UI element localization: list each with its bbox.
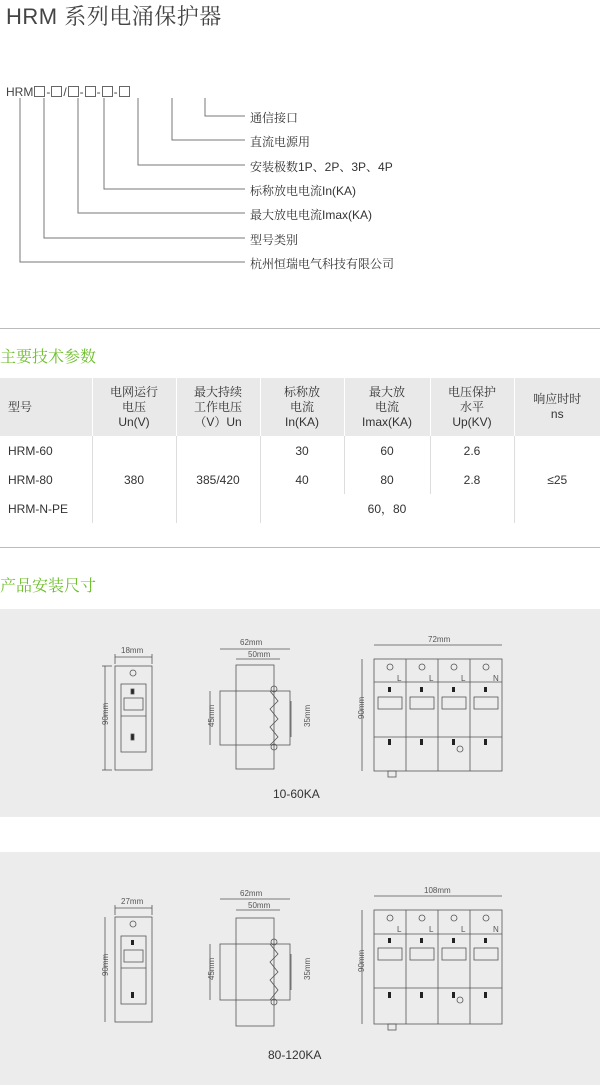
dim-side-w1: 62mm <box>240 889 263 898</box>
dim-side-h2: 35mm <box>303 957 312 980</box>
dim-width-four: 108mm <box>424 886 451 895</box>
cell-model: HRM-N-PE <box>0 494 92 523</box>
code-sep: / <box>63 85 67 99</box>
cell-ns: ≤25 <box>547 472 568 487</box>
dim-width-single: 27mm <box>121 897 144 906</box>
table-header-row <box>0 378 600 436</box>
header-imax: 最大放 电流 Imax(KA) <box>344 378 430 436</box>
cell-model: HRM-60 <box>0 436 92 465</box>
cell-in: 40 <box>260 465 344 494</box>
cell-uc: 385/420 <box>176 436 260 523</box>
header-ns: 响应时时 ns <box>514 378 600 436</box>
cell-up: 2.6 <box>430 436 514 465</box>
cell-up: 2.8 <box>430 465 514 494</box>
legend-item: 型号类别 <box>250 233 299 247</box>
diagram-caption-1: 10-60KA <box>273 787 320 801</box>
dim-side-h1: 45mm <box>207 704 216 727</box>
dimension-drawing-1 <box>0 609 600 817</box>
legend-item: 直流电源用 <box>250 135 311 149</box>
legend-item: 安装极数1P、2P、3P、4P <box>250 160 393 174</box>
section-title-params: 主要技术参数 <box>0 349 97 366</box>
pole-label: L <box>461 674 466 683</box>
spec-table <box>0 378 600 523</box>
legend-item: 最大放电电流Imax(KA) <box>250 208 373 222</box>
divider <box>0 328 600 329</box>
dim-side-w2: 50mm <box>248 901 271 910</box>
dimension-panel-2 <box>0 852 600 1085</box>
diagram-caption-2: 80-120KA <box>268 1048 322 1062</box>
cell-model: HRM-80 <box>0 465 92 494</box>
table-row <box>0 436 600 465</box>
pole-label: L <box>397 674 402 683</box>
pole-label: L <box>397 925 402 934</box>
code-sep: - <box>113 85 118 99</box>
dim-height-single: 90mm <box>101 702 110 725</box>
dim-width-four: 72mm <box>428 635 451 644</box>
code-prefix: HRM <box>6 85 34 99</box>
dim-width-single: 18mm <box>121 646 144 655</box>
dim-side-h1: 45mm <box>207 957 216 980</box>
header-uc: 最大持续 工作电压 （V）Un <box>176 378 260 436</box>
dimension-panel-1 <box>0 609 600 817</box>
header-up: 电压保护 水平 Up(KV) <box>430 378 514 436</box>
dim-height-four: 90mm <box>357 949 366 972</box>
header-model: 型号 <box>0 378 92 436</box>
dim-height-four: 90mm <box>357 696 366 719</box>
pole-label: L <box>429 925 434 934</box>
cell-imax-npe: 60，80 <box>260 494 514 523</box>
legend-item: 通信接口 <box>250 111 299 125</box>
code-sep: - <box>96 85 101 99</box>
cell-imax: 60 <box>344 436 430 465</box>
cell-in: 30 <box>260 436 344 465</box>
code-sep: - <box>46 85 51 99</box>
table-row <box>0 465 600 494</box>
legend-item: 标称放电电流In(KA) <box>250 184 357 198</box>
dim-height-single: 90mm <box>101 953 110 976</box>
pole-label: L <box>461 925 466 934</box>
pole-label: N <box>493 674 499 683</box>
dim-side-h2: 35mm <box>303 704 312 727</box>
code-sep: - <box>79 85 84 99</box>
header-un: 电网运行 电压 Un(V) <box>92 378 176 436</box>
dim-side-w1: 62mm <box>240 638 263 647</box>
divider <box>0 547 600 548</box>
page-title: HRM 系列电涌保护器 <box>6 4 222 29</box>
table-row <box>0 494 600 523</box>
pole-label: N <box>493 925 499 934</box>
dim-side-w2: 50mm <box>248 650 271 659</box>
header-in: 标称放 电流 In(KA) <box>260 378 344 436</box>
pole-label: L <box>429 674 434 683</box>
legend-item: 杭州恒瑞电气科技有限公司 <box>250 257 395 271</box>
cell-un: 380 <box>92 436 176 523</box>
code-leader-lines <box>0 95 250 270</box>
section-title-dims: 产品安装尺寸 <box>0 578 97 595</box>
cell-imax: 80 <box>344 465 430 494</box>
